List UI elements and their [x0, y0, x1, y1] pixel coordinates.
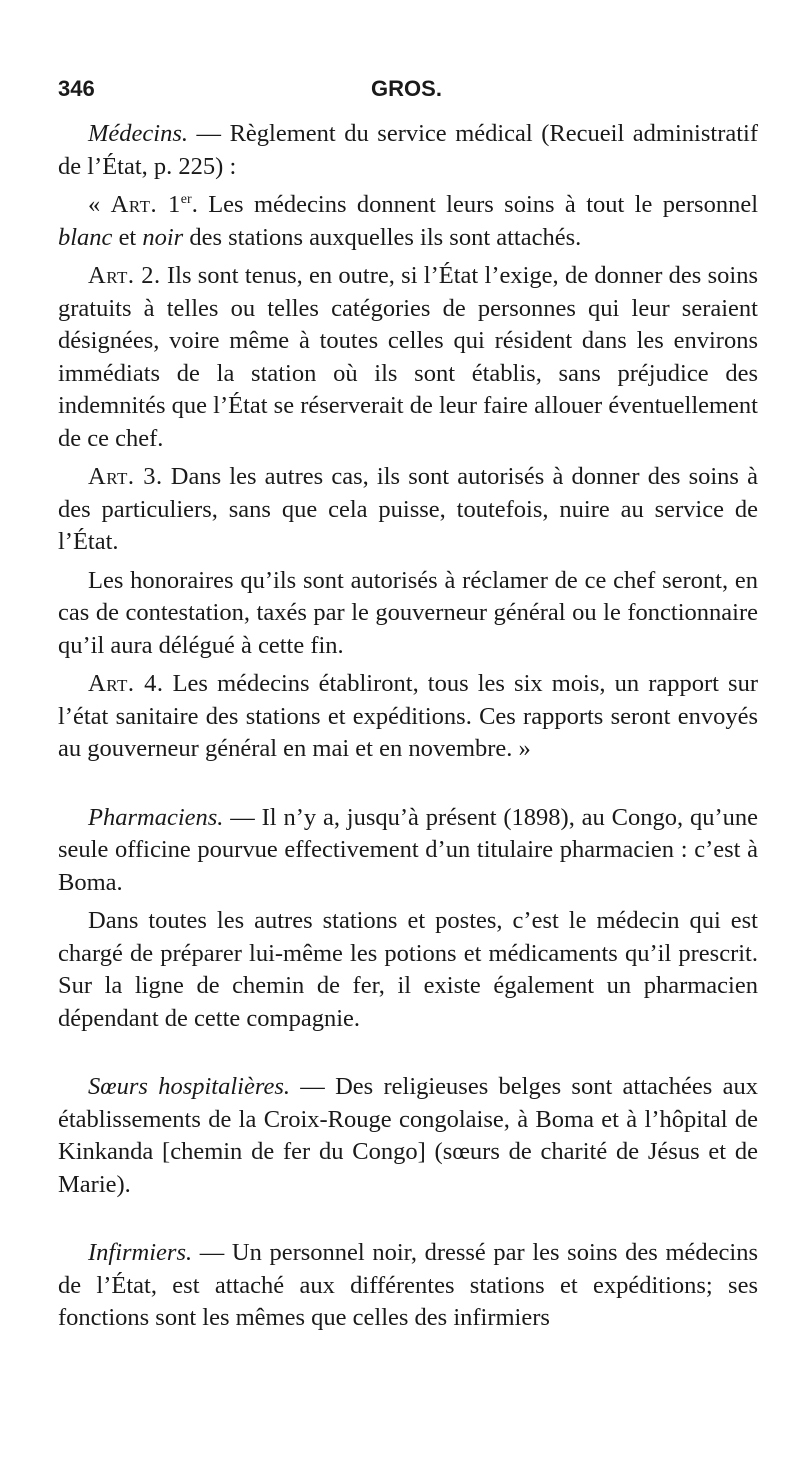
article-4-label: Art. 4. — [88, 670, 164, 697]
page-number: 346 — [58, 76, 95, 101]
article-1-label: Art. 1 — [110, 191, 181, 218]
article-3-label: Art. 3. — [88, 463, 163, 490]
infirmiers-paragraph: Infirmiers. — Un personnel noir, dressé par les soins des médecins de l’État, est attaché aux différentes stations et expéditions; ses fonctions sont les mêmes que celles des infirmiers — [58, 1239, 758, 1331]
article-1-paragraph: « Art. 1er. Les médecins donnent leurs soins à tout le personnel blanc et noir des stations auxquelles ils sont attachés. — [58, 191, 758, 251]
soeurs-paragraph: Sœurs hospitalières. — Des religieuses belges sont attachées aux établissements de la Croix-Rouge congolaise, à Boma et à l’hôpital de Kinkanda [chemin de fer du Congo] (sœurs de charité de Jésus et de Marie). — [58, 1073, 758, 1198]
body-text — [58, 118, 758, 1335]
article-2-label: Art. 2. — [88, 262, 161, 289]
section-label-medecins: Médecins. — [88, 120, 188, 147]
pharmaciens-paragraph: Pharmaciens. — Il n’y a, jusqu’à présent (1898), au Congo, qu’une seule officine pourvue effectivement d’un titulaire pharmacien : c’est à Boma. — [58, 803, 758, 896]
pharmaciens-continuation: Dans toutes les autres stations et postes, c’est le médecin qui est chargé de préparer lui-même les potions et médicaments qu’il prescrit. Sur la ligne de chemin de fer, il existe également un pharmacien dépendant de cette compagnie. — [58, 907, 758, 1032]
article-2-paragraph: Art. 2. Ils sont tenus, en outre, si l’État l’exige, de donner des soins gratuits à telles ou telles catégories de personnes qui leur seraient désignées, voire même à toutes celles qui résident dans les environs immédiats de la station où ils sont établis, sans préjudice des indemnités que l’État se réserverait de leur faire allouer éventuellement de ce chef. — [58, 262, 758, 452]
page-header — [58, 76, 755, 106]
section-label-pharmaciens: Pharmaciens. — [88, 803, 224, 831]
medecins-intro-paragraph: Médecins. — Règlement du service médical (Recueil administratif de l’État, p. 225) : — [58, 120, 758, 180]
section-label-soeurs: Sœurs hospitalières. — [88, 1073, 290, 1100]
article-4-paragraph: Art. 4. Les médecins établiront, tous les six mois, un rapport sur l’état sanitaire des stations et expéditions. Ces rapports seront envoyés au gouverneur général en mai et en novembre. » — [58, 670, 758, 762]
article-3-continuation: Les honoraires qu’ils sont autorisés à réclamer de ce chef seront, en cas de contestation, taxés par le gouverneur général ou le fonctionnaire qu’il aura délégué à cette fin. — [58, 566, 758, 659]
running-title: GROS. — [371, 76, 442, 101]
section-label-infirmiers: Infirmiers. — [88, 1239, 193, 1266]
article-3-paragraph: Art. 3. Dans les autres cas, ils sont autorisés à donner des soins à des particuliers, sans que cela puisse, toutefois, nuire au service de l’État. — [58, 463, 758, 555]
